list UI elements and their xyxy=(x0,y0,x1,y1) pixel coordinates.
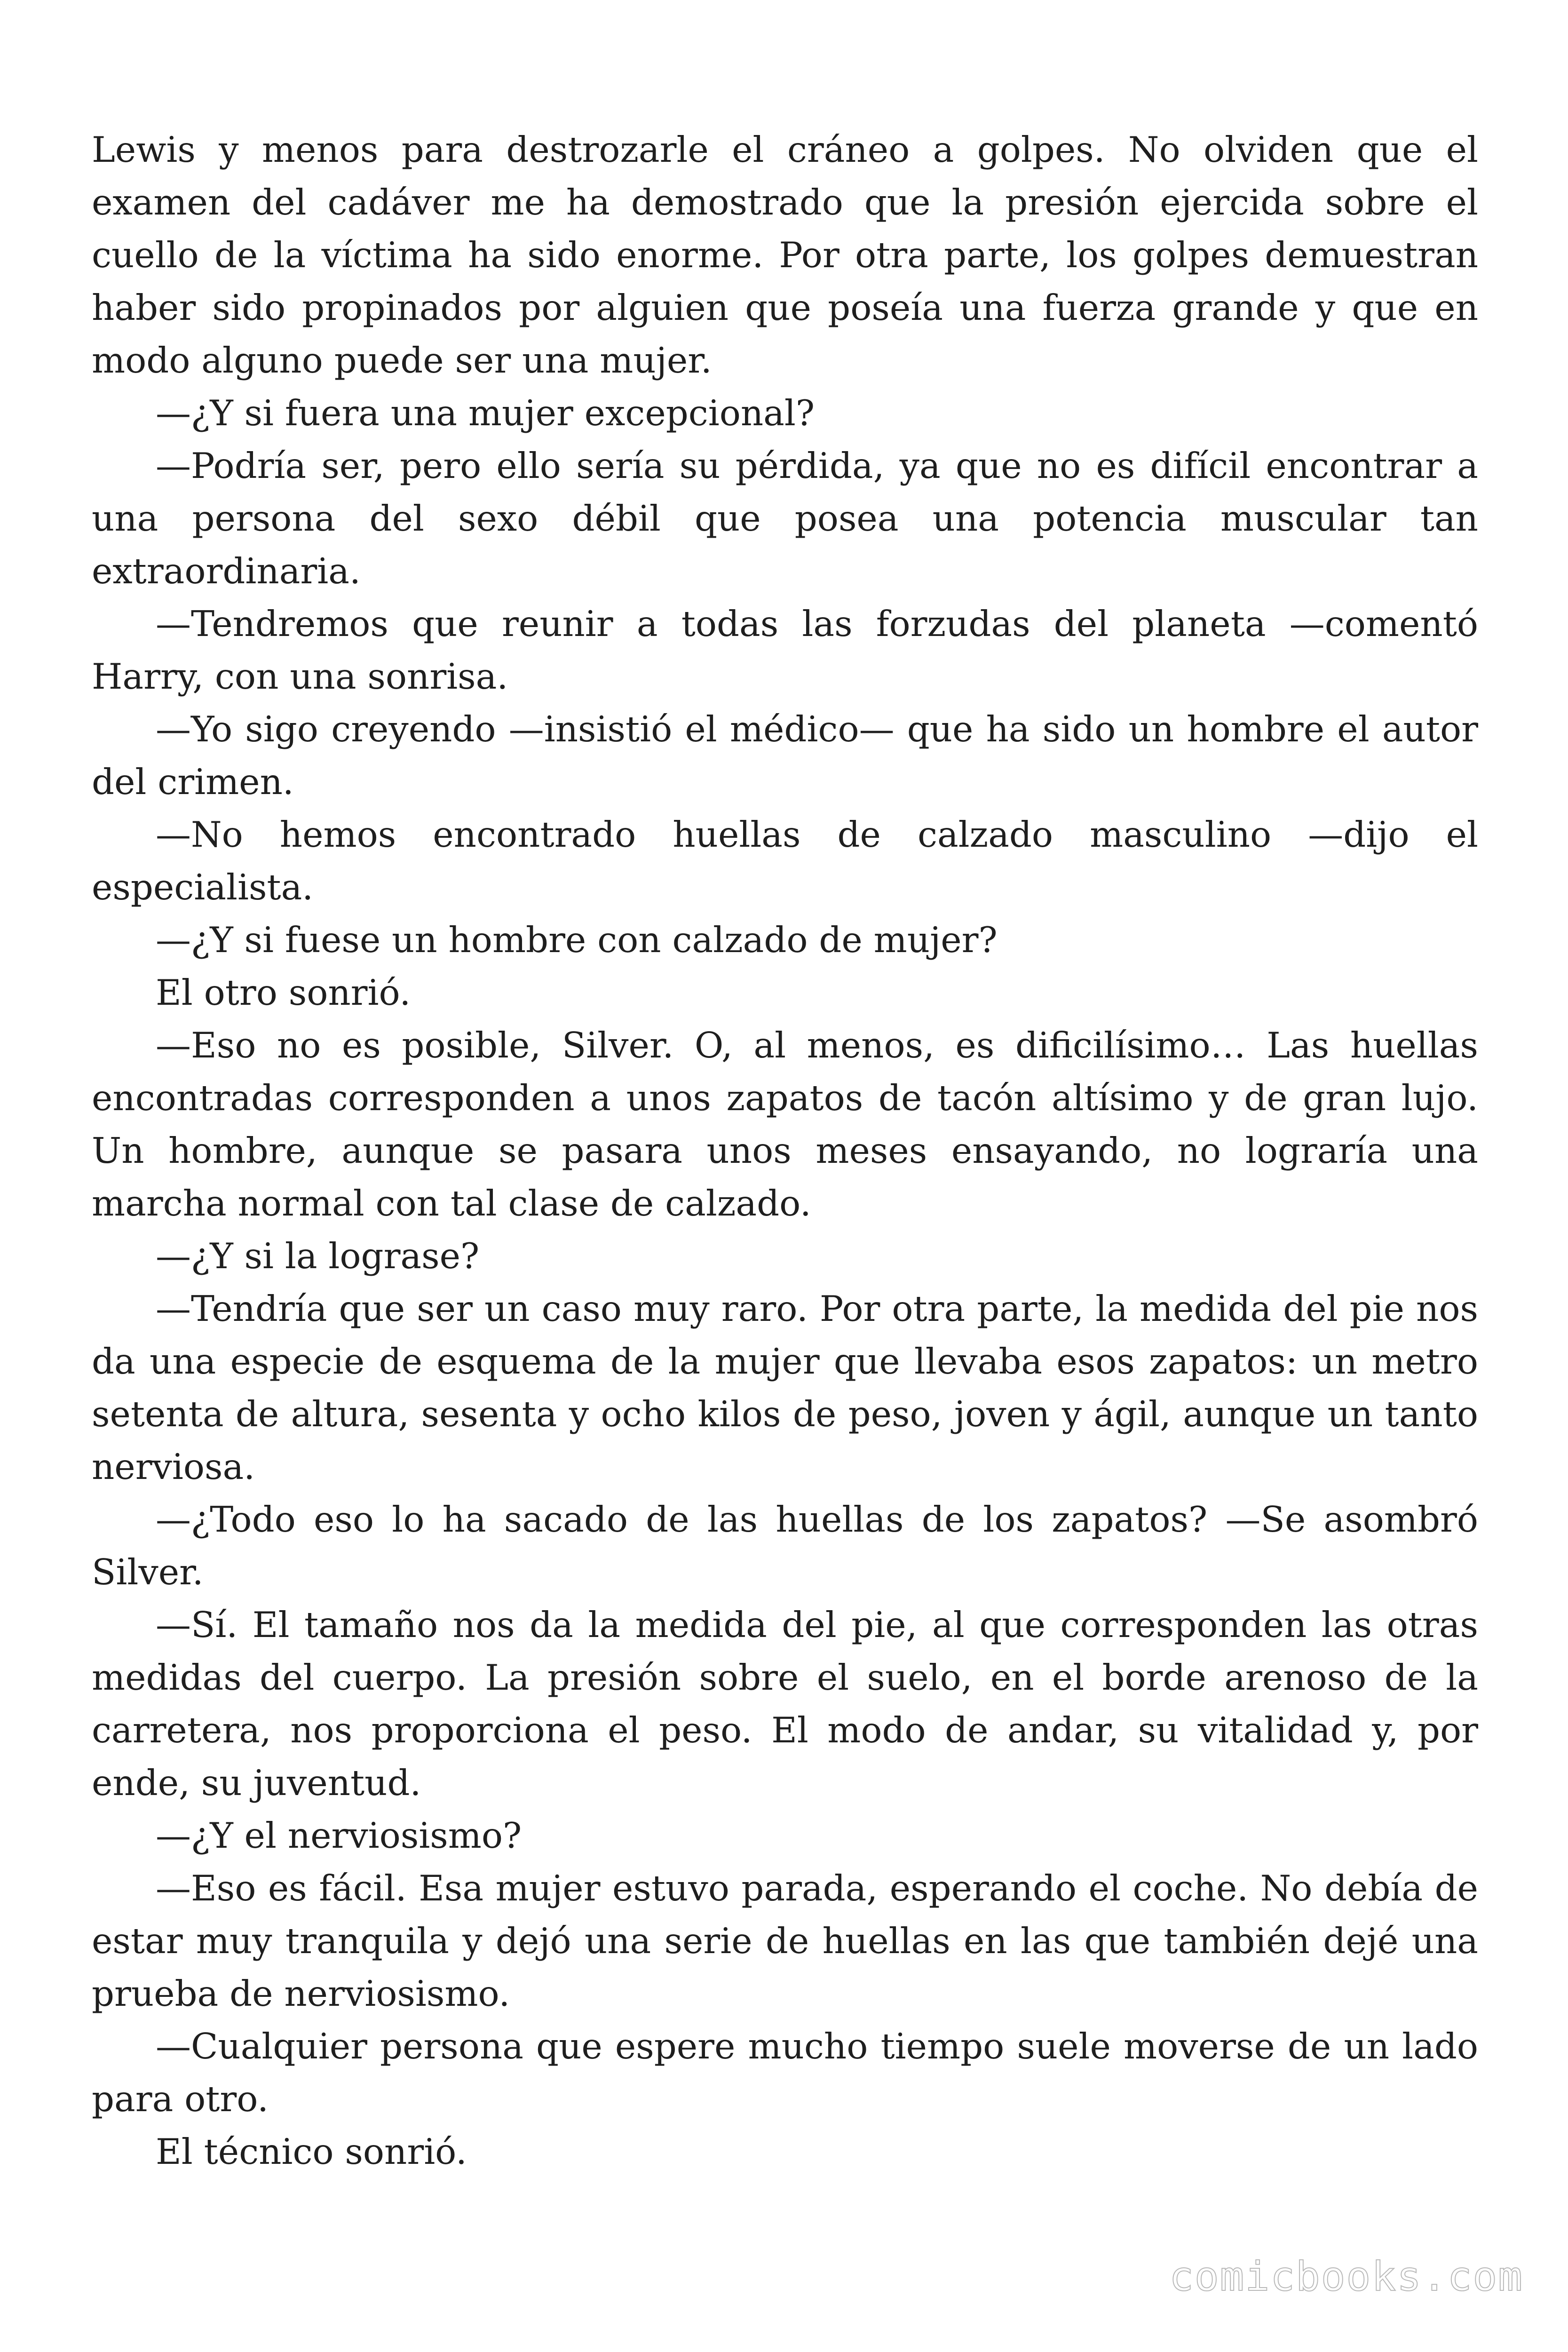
paragraph: —Podría ser, pero ello sería su pérdida, ya que no es difícil encontrar a una persona del sexo débil que posea una potencia muscular tan extraordinaria. xyxy=(92,445,1478,592)
paragraph: —¿Todo eso lo ha sacado de las huellas de los zapatos? —Se asombró Silver. xyxy=(92,1499,1478,1593)
paragraph: El técnico sonrió. xyxy=(156,2131,467,2172)
paragraph-continuation: Lewis y menos para destrozarle el cráneo a golpes. No olviden que el examen del cadáver me ha demostrado que la presión ejercida sobre el cuello de la víctima ha sido enorme. Por otra parte, los golpes demuestran haber sido propinados por alguien que poseía una fuerza grande y que en modo alguno puede ser una mujer. xyxy=(92,129,1478,381)
paragraph: El otro sonrió. xyxy=(156,972,411,1013)
paragraph: —Cualquier persona que espere mucho tiempo suele moverse de un lado para otro. xyxy=(92,2026,1478,2120)
paragraph: —Tendremos que reunir a todas las forzudas del planeta —comentó Harry, con una sonrisa. xyxy=(92,603,1478,697)
paragraph: —Tendría que ser un caso muy raro. Por otra parte, la medida del pie nos da una especie de esquema de la mujer que llevaba esos zapatos: un metro setenta de altura, sesenta y ocho kilos de peso, joven y ágil, aunque un tanto nerviosa. xyxy=(92,1288,1478,1487)
paragraph: —¿Y si fuera una mujer excepcional? xyxy=(156,392,815,434)
paragraph: —Sí. El tamaño nos da la medida del pie, al que corresponden las otras medidas del cuerpo. La presión sobre el suelo, en el borde arenoso de la carretera, nos proporciona el peso. El modo de andar, su vitalidad y, por ende, su juventud. xyxy=(92,1604,1478,1804)
paragraph: —¿Y si fuese un hombre con calzado de mujer? xyxy=(156,919,998,961)
paragraph: —Eso es fácil. Esa mujer estuvo parada, esperando el coche. No debía de estar muy tranquila y dejó una serie de huellas en las que también dejé una prueba de nerviosismo. xyxy=(92,1867,1478,2014)
paragraph: —¿Y el nerviosismo? xyxy=(156,1815,522,1856)
paragraph: —Eso no es posible, Silver. O, al menos, es dificilísimo… Las huellas encontradas corresponden a unos zapatos de tacón altísimo y de gran lujo. Un hombre, aunque se pasara unos meses ensayando, no lograría una marcha normal con tal clase de calzado. xyxy=(92,1025,1478,1224)
body-text xyxy=(92,123,1478,2178)
paragraph: —¿Y si la lograse? xyxy=(156,1235,480,1277)
paragraph: —Yo sigo creyendo —insistió el médico— que ha sido un hombre el autor del crimen. xyxy=(92,708,1478,803)
paragraph: —No hemos encontrado huellas de calzado masculino —dijo el especialista. xyxy=(92,814,1478,908)
watermark-text: comicbooks.com xyxy=(1169,2253,1523,2300)
